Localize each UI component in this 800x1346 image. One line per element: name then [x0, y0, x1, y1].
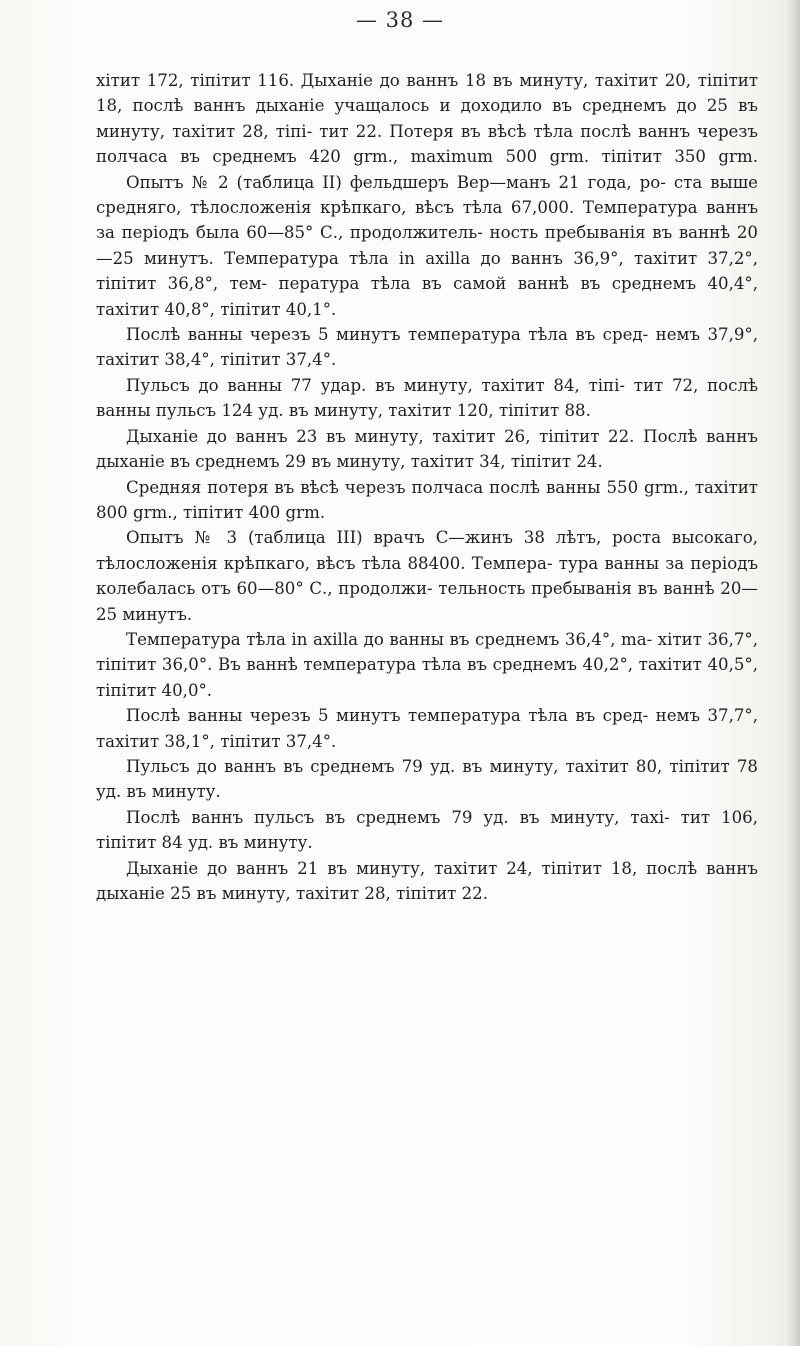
page-number: — 38 —: [355, 8, 445, 32]
page-binding-shadow: [786, 0, 800, 1346]
paragraph-7: Опытъ № 3 (таблица III) врачъ С—жинъ 38 лѣтъ, роста высокаго, тѣлосложенія крѣпкаго, вѣсъ тѣла 88400. Темпера- тура ванны за періодъ колебалась отъ 60—80° С., продолжи- тельность пребыванія въ ваннѣ 20—25 минутъ.: [96, 528, 758, 624]
paragraph-11: Послѣ ваннъ пульсъ въ среднемъ 79 уд. въ минуту, тахі- тит 106, тіпітит 84 уд. въ минуту.: [96, 807, 758, 853]
paragraph-10: Пульсъ до ваннъ въ среднемъ 79 уд. въ минуту, тахітит 80, тіпітит 78 уд. въ минуту.: [96, 756, 758, 802]
paragraph-5: Дыханіе до ваннъ 23 въ минуту, тахітит 26, тіпітит 22. Послѣ ваннъ дыханіе въ среднемъ 29 въ минуту, тахітит 34, тіпітит 24.: [96, 426, 758, 472]
paragraph-3: Послѣ ванны черезъ 5 минутъ температура тѣла въ сред- немъ 37,9°, тахітит 38,4°, тіпітит 37,4°.: [96, 325, 758, 370]
body-text: [96, 68, 758, 906]
paragraph-12: Дыханіе до ваннъ 21 въ минуту, тахітит 24, тіпітит 18, послѣ ваннъ дыханіе 25 въ минуту, тахітит 28, тіпітит 22.: [96, 858, 758, 903]
paragraph-8: Температура тѣла in axilla до ванны въ среднемъ 36,4°, ma- хітит 36,7°, тіпітит 36,0°. Въ ваннѣ температура тѣла въ среднемъ 40,2°, тахітит 40,5°, тіпітит 40,0°.: [96, 629, 758, 700]
paragraph-4: Пульсъ до ванны 77 удар. въ минуту, тахітит 84, тіпі- тит 72, послѣ ванны пульсъ 124 уд. въ минуту, тахітит 120, тіпітит 88.: [96, 375, 758, 421]
paragraph-1: хітит 172, тіпітит 116. Дыханіе до ваннъ 18 въ минуту, тахітит 20, тіпітит 18, послѣ ваннъ дыханіе учащалось и доходило въ среднемъ до 25 въ минуту, тахітит 28, тіпі- тит 22. Потеря въ вѣсѣ тѣла послѣ ваннъ черезъ полчаса въ среднемъ 420 grm., maximum 500 grm. тіпітит 350 grm.: [96, 71, 758, 167]
paragraph-6: Средняя потеря въ вѣсѣ черезъ полчаса послѣ ванны 550 grm., тахітит 800 grm., тіпітит 400 grm.: [96, 477, 758, 522]
paragraph-9: Послѣ ванны черезъ 5 минутъ температура тѣла въ сред- немъ 37,7°, тахітит 38,1°, тіпітит 37,4°.: [96, 706, 758, 751]
paragraph-2: Опытъ № 2 (таблица II) фельдшеръ Вер—манъ 21 года, ро- ста выше средняго, тѣлосложенія крѣпкаго, вѣсъ тѣла 67,000. Температура ваннъ за періодъ была 60—85° С., продолжитель- ность пребыванія въ ваннѣ 20—25 минутъ. Температура тѣла in axilla до ваннъ 36,9°, тахітит 37,2°, тіпітит 36,8°, тем- пература тѣла въ самой ваннѣ въ среднемъ 40,4°, тахітит 40,8°, тіпітит 40,1°.: [96, 172, 758, 319]
